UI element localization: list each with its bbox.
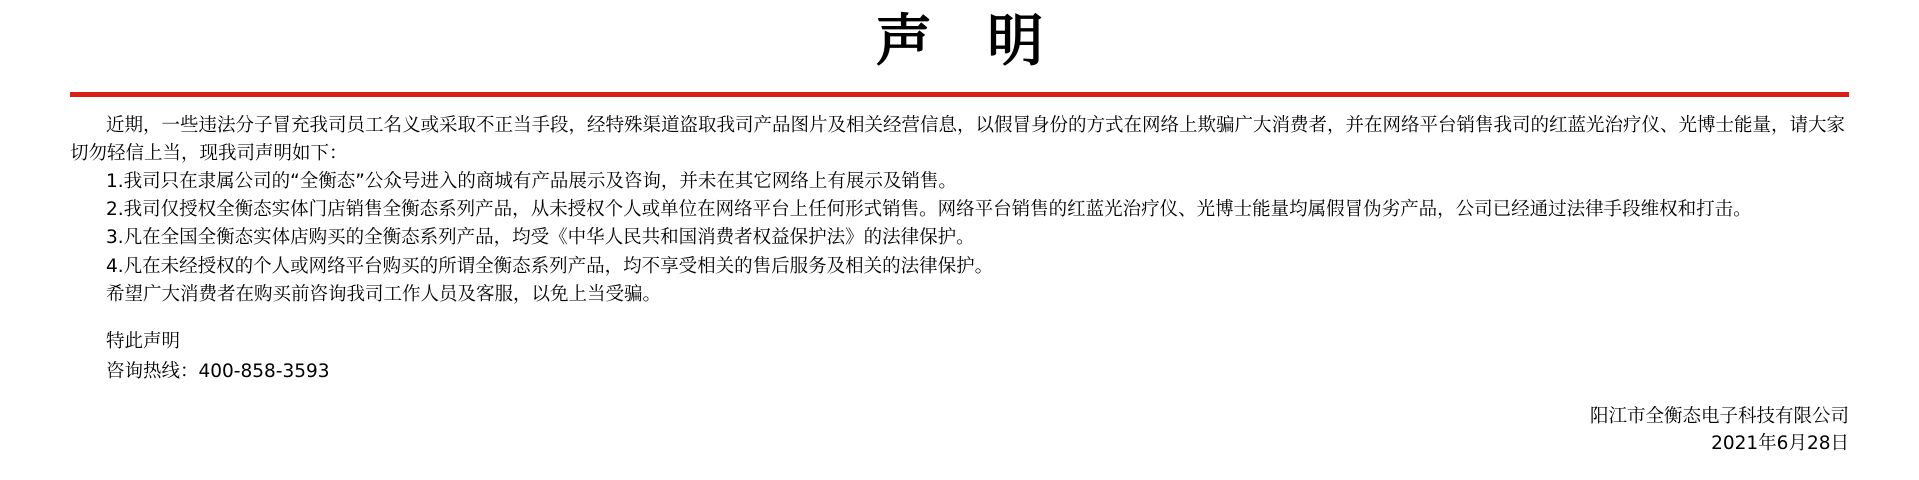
paragraph-intro: 近期，一些违法分子冒充我司员工名义或采取不正当手段，经特殊渠道盗取我司产品图片及相关经营信息，以假冒身份的方式在网络上欺骗广大消费者，并在网络平台销售我司的红蓝光治疗仪、光博士能量，请大家切勿轻信上当，现我司声明如下： (70, 115, 1846, 165)
paragraph-item-3: 3.凡在全国全衡态实体店购买的全衡态系列产品，均受《中华人民共和国消费者权益保护法》的法律保护。 (106, 227, 975, 249)
statement-body (70, 112, 1849, 309)
paragraph-item-1: 1.我司只在隶属公司的“全衡态”公众号进入的商城有产品展示及咨询，并未在其它网络上有展示及销售。 (106, 171, 957, 193)
closing-block (70, 327, 1849, 387)
page-title: 声 明 (875, 9, 1062, 74)
company-name: 阳江市全衡态电子科技有限公司 (1589, 405, 1849, 427)
signature-date: 2021年6月28日 (1711, 433, 1849, 455)
body-closing-spacer (70, 309, 1849, 327)
paragraph-outro: 希望广大消费者在购买前咨询我司工作人员及客服，以免上当受骗。 (106, 283, 662, 305)
hotline-line: 咨询热线：400-858-3593 (106, 360, 330, 382)
closing-statement: 特此声明 (106, 330, 181, 352)
paragraph-item-2: 2.我司仅授权全衡态实体门店销售全衡态系列产品，从未授权个人或单位在网络平台上任何形式销售。网络平台销售的红蓝光治疗仪、光博士能量均属假冒伪劣产品，公司已经通过法律手段维权和打击。 (106, 199, 1752, 221)
title-divider (70, 92, 1849, 97)
signature-block (1590, 403, 1849, 459)
paragraph-item-4: 4.凡在未经授权的个人或网络平台购买的所谓全衡态系列产品，均不享受相关的售后服务及相关的法律保护。 (106, 255, 994, 277)
